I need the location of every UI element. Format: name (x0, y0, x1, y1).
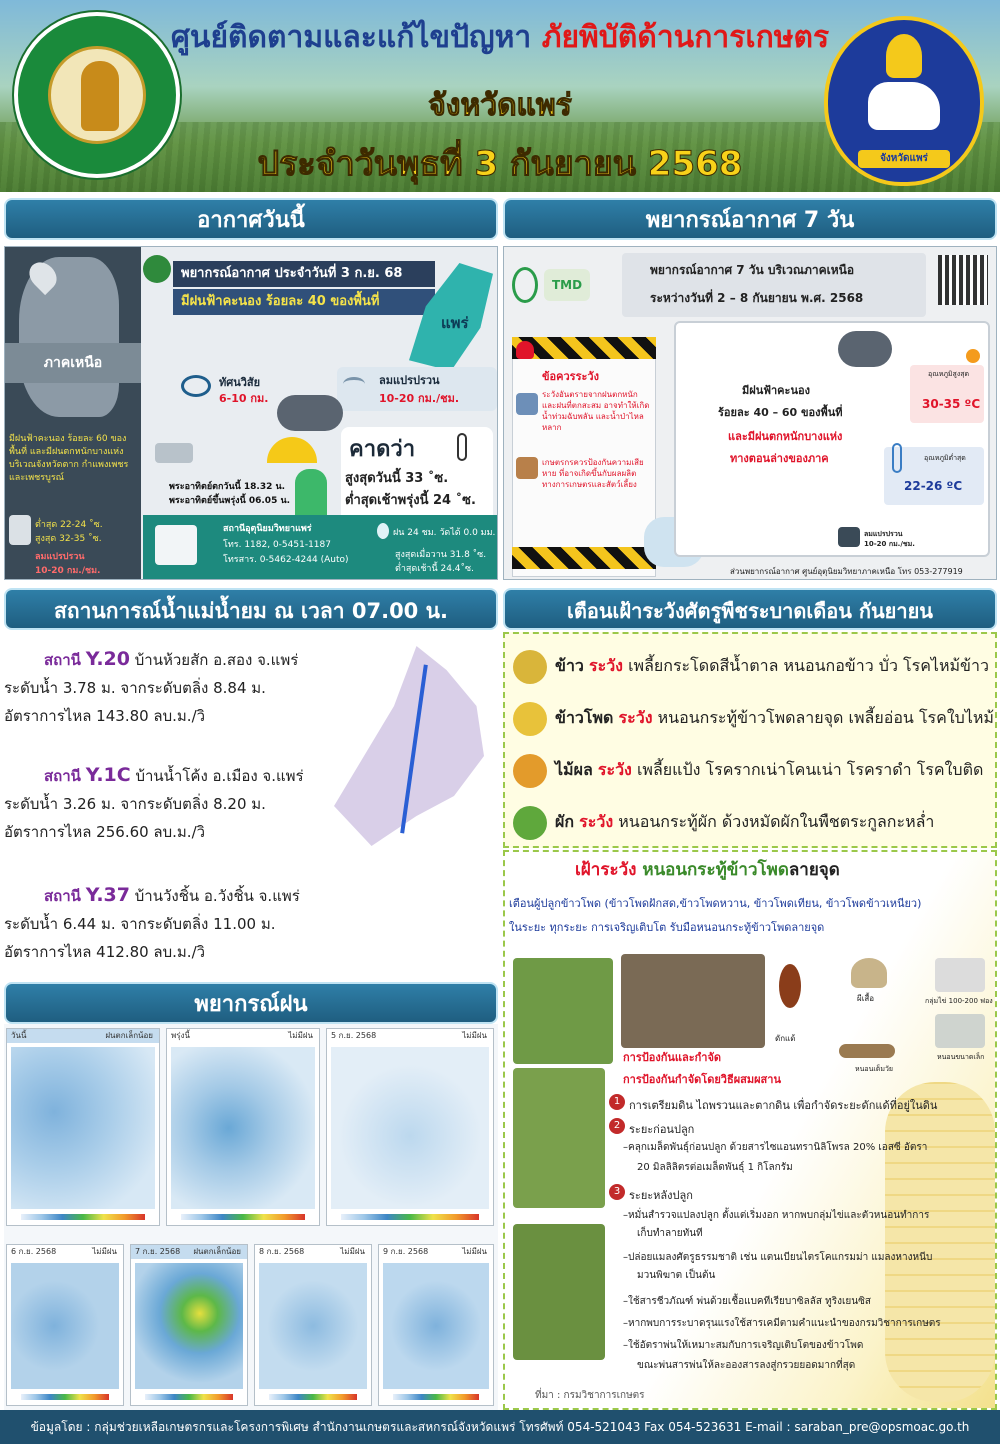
region-high: สูงสุด 32-35 ˚ซ. (35, 534, 102, 544)
week-wind-label: ลมแปรปรวน (864, 530, 903, 538)
station-tel: โทร. 1182, 0-5451-1187 (223, 540, 331, 550)
phrae-province-seal-logo: จังหวัดแพร่ (824, 16, 984, 186)
eye-icon (181, 375, 211, 397)
tmd-logo: TMD (544, 269, 590, 301)
fall-armyworm-panel (503, 850, 997, 1410)
header-date: ประจำวันพุธที่ 3 กันยายน 2568 (257, 144, 743, 184)
rice-icon (513, 650, 547, 684)
worm-title: เฝ้าระวัง หนอนกระทู้ข้าวโพดลายจุด (575, 860, 840, 880)
yom-river-basin-map (334, 646, 484, 846)
pest-row-fruit: ไม้ผล ระวัง เพลี้ยแป้ง โรครากเน่าโคนเน่า โรคราดำ โรคใบติด (513, 750, 983, 790)
damaged-corn-photo (513, 1068, 605, 1208)
page-footer: ข้อมูลโดย : กลุ่มช่วยเหลือเกษตรกรและโครงการพิเศษ สำนักงานเกษตรและสหกรณ์จังหวัดแพร่ โทรศัพท์ 054-521043 Fax 054-523631 E-mail : saraban_pre@opsmoac.go.th (0, 1410, 1000, 1444)
caution-item-1: ระวังอันตรายจากฝนตกหนักและฝนที่ตกสะสม อาจทำให้เกิดน้ำท่วมฉับพลัน และน้ำป่าไหลหลาก (542, 390, 650, 432)
week-source: ส่วนพยากรณ์อากาศ ศูนย์อุตุนิยมวิทยาภาคเหนือ โทร 053-277919 (730, 567, 963, 576)
siren-icon (516, 341, 534, 359)
farmer-icon (516, 457, 538, 479)
today-low: ต่ำสุดเช้าพรุ่งนี้ 24 ˚ซ. (345, 493, 476, 508)
step-1: การเตรียมดิน ไถพรวนและตากดิน เพื่อกำจัดระยะดักแด้ที่อยู่ในดิน (629, 1099, 938, 1112)
station-name: สถานีอุตุนิยมวิทยาแพร่ (223, 524, 312, 534)
mature-larva-icon (839, 1044, 895, 1058)
infested-ear-photo (513, 1224, 605, 1360)
station-building-icon (155, 525, 197, 565)
today-forecast-title: พยากรณ์อากาศ ประจำวันที่ 3 ก.ย. 68 (173, 261, 435, 287)
cycle-moth: ผีเสื้อ (857, 994, 875, 1003)
storm-cloud-icon (277, 395, 343, 431)
step-3-detail-7: –ใช้อัตราพ่นให้เหมาะสมกับการเจริญเติบโตของข้าวโพด (623, 1340, 864, 1351)
river-situation-panel (4, 636, 498, 976)
rain-map-sep8[interactable]: 8 ก.ย. 2568 ไม่มีฝน (254, 1244, 372, 1406)
rain-map-sep5[interactable]: 5 ก.ย. 2568 ไม่มีฝน (326, 1028, 494, 1226)
step-2-detail-2: 20 มิลลิลิตรต่อเมล็ดพันธุ์ 1 กิโลกรัม (637, 1162, 793, 1173)
week-main-4: ทางตอนล่างของภาค (730, 452, 829, 465)
low-temp: 22-26 ºC (904, 479, 963, 493)
ministry-small-logo (512, 267, 538, 303)
hazard-stripe-bottom (512, 547, 656, 569)
step-3-detail-8: ขณะพ่นสารพ่นให้ละอองสารลงสู่กรวยยอดมากที่สุด (637, 1360, 856, 1371)
region-low: ต่ำสุด 22-24 ˚ซ. (35, 520, 103, 530)
step-3-badge: 3 (609, 1184, 625, 1200)
umbrella-icon (267, 437, 317, 463)
corn-leaf-photo (513, 958, 613, 1064)
sunrise-time: พระอาทิตย์ขึ้นพรุ่งนี้ 06.05 น. (169, 496, 291, 506)
corn-cob-image (885, 1082, 995, 1402)
header-province: จังหวัดแพร่ (428, 88, 572, 123)
region-wind-label: ลมแปรปรวน (35, 552, 85, 562)
caution-item-2: เกษตรกรควรป้องกันความเสียหาย ที่อาจเกิดขึ้นกับผลผลิตทางการเกษตรและสัตว์เลี้ยง (542, 458, 644, 489)
yesterday-high: สูงสุดเมื่อวาน 31.8 ˚ซ. (395, 550, 487, 560)
cycle-mature-larva: หนอนเต็มวัย (855, 1065, 893, 1073)
worm-intro-1: เตือนผู้ปลูกข้าวโพด (ข้าวโพดฝักสด,ข้าวโพดหวาน, ข้าวโพดเทียน, ข้าวโพดข้าวเหนียว) (509, 897, 922, 910)
cycle-eggs: กลุ่มไข่ 100-200 ฟอง (925, 997, 993, 1005)
week-main-2: ร้อยละ 40 – 60 ของพื้นที่ (718, 406, 843, 419)
region-label: ภาคเหนือ (5, 343, 141, 383)
step-3-detail-1: –หมั่นสำรวจแปลงปลูก ตั้งแต่เริ่มงอก หากพบกลุ่มไข่และตัวหนอนทำการ (623, 1210, 930, 1221)
pest-warning-panel (503, 632, 997, 848)
week-range: ระหว่างวันที่ 2 – 8 กันยายน พ.ศ. 2568 (650, 291, 864, 305)
worm-intro-2: ในระยะ ทุกระยะ การเจริญเติบโต รับมือหนอนกระทู้ข้าวโพดลายจุด (509, 921, 825, 934)
wind-value: 10-20 กม./ชม. (379, 392, 460, 405)
rain-map-today[interactable]: วันนี้ ฝนตกเล็กน้อย (6, 1028, 160, 1226)
step-3-detail-5: –ใช้สารชีวภัณฑ์ พ่นด้วยเชื้อแบคทีเรียบาซิลลัส ทูริงเยนซิส (623, 1296, 871, 1307)
sunset-time: พระอาทิตย์ตกวันนี้ 18.32 น. (169, 482, 286, 492)
signpost-icon (155, 443, 193, 463)
cycle-small-larva: หนอนขนาดเล็ก (937, 1053, 985, 1061)
station-y1c: สถานี Y.1C บ้านน้ำโค้ง อ.เมือง จ.แพร่ ระดับน้ำ 3.26 ม. จากระดับตลิ่ง 8.20 ม. อัตราการไหล 256.60 ลบ.ม./วิ (4, 764, 304, 841)
fruit-icon (513, 754, 547, 788)
step-3-detail-4: มวนพิฆาต เป็นต้น (637, 1270, 716, 1281)
step-3-detail-2: เก็บทำลายทันที (637, 1228, 703, 1239)
raindrop-icon (377, 523, 389, 539)
section-pest-title: เตือนเฝ้าระวังศัตรูพืชระบาดเดือน กันยายน (503, 588, 997, 630)
thermometer-icon (457, 433, 467, 461)
today-rain-chance: มีฝนฟ้าคะนอง ร้อยละ 40 ของพื้นที่ (173, 289, 435, 315)
rain-24h: ฝน 24 ชม. วัดได้ 0.0 มม. (393, 528, 496, 538)
egg-mass-photo (935, 958, 985, 992)
worm-source: ที่มา : กรมวิชาการเกษตร (535, 1390, 645, 1401)
moth-icon (851, 958, 887, 988)
pest-row-corn: ข้าวโพด ระวัง หนอนกระทู้ข้าวโพดลายจุด เพลี้ยอ่อน โรคใบไหม้ (513, 698, 994, 738)
step-3-detail-3: –ปล่อยแมลงศัตรูธรรมชาติ เช่น แตนเบียนไตรโคแกรมม่า แมลงหางหนีบ (623, 1252, 933, 1263)
step-3: ระยะหลังปลูก (629, 1189, 693, 1202)
tmd-station-logo (143, 255, 171, 283)
region-thermometer-icon (9, 515, 31, 545)
pest-row-rice: ข้าว ระวัง เพลี้ยกระโดดสีน้ำตาล หนอนกอข้าว บั่ว โรคไหม้ข้าว (513, 646, 989, 686)
week-main-1: มีฝนฟ้าคะนอง (742, 384, 810, 397)
header-title: ศูนย์ติดตามและแก้ไขปัญหา ภัยพิบัติด้านการเกษตร (170, 20, 830, 55)
rain-map-sep7[interactable]: 7 ก.ย. 2568 ฝนตกเล็กน้อย (130, 1244, 248, 1406)
armyworm-photo (621, 954, 765, 1048)
province-pin-label: แพร่ (441, 314, 469, 332)
low-temp-label: อุณหภูมิต่ำสุด (924, 454, 966, 462)
region-forecast-text: มีฝนฟ้าคะนอง ร้อยละ 60 ของพื้นที่ และมีฝนตกหนักบางแห่ง บริเวณจังหวัดตาก กำแพงเพชร และเพชรบูรณ์ (9, 434, 129, 483)
high-temp: 30-35 ºC (922, 397, 981, 411)
rain-map-sep6[interactable]: 6 ก.ย. 2568 ไม่มีฝน (6, 1244, 124, 1406)
region-wind: 10-20 กม./ชม. (35, 566, 101, 576)
caution-title: ข้อควรระวัง (542, 370, 599, 383)
this-morning-low: ต่ำสุดเช้านี้ 24.4˚ซ. (395, 564, 474, 574)
step-2-badge: 2 (609, 1118, 625, 1134)
station-fax: โทรสาร. 0-5462-4244 (Auto) (223, 555, 349, 565)
section-today-title: อากาศวันนี้ (4, 198, 498, 240)
rain-forecast-panel (4, 1024, 498, 1410)
step-1-badge: 1 (609, 1094, 625, 1110)
page-header (0, 0, 1000, 192)
prevent-title: การป้องกันและกำจัด (623, 1051, 722, 1064)
qr-code-icon[interactable] (938, 255, 988, 305)
pupa-icon (779, 964, 801, 1008)
week-wind: 10-20 กม./ชม. (864, 540, 915, 548)
cabbage-icon (513, 806, 547, 840)
corn-icon (513, 702, 547, 736)
visibility-value: 6-10 กม. (219, 392, 269, 405)
wind-small-icon (838, 527, 860, 547)
cycle-pupa: ดักแด้ (775, 1034, 796, 1043)
wind-label: ลมแปรปรวน (379, 374, 440, 387)
high-temp-label: อุณหภูมิสูงสุด (928, 370, 970, 378)
step-2-detail-1: –คลุกเมล็ดพันธุ์ก่อนปลูก ด้วยสารไซแอนทรานิลิโพรล 20% เอสซี อัตรา (623, 1142, 928, 1153)
flood-icon (516, 393, 538, 415)
section-week-title: พยากรณ์อากาศ 7 วัน (503, 198, 997, 240)
sun-icon (966, 349, 980, 363)
section-rain-title: พยากรณ์ฝน (4, 982, 498, 1024)
visibility-label: ทัศนวิสัย (219, 376, 261, 389)
rain-cloud-icon (838, 331, 892, 367)
today-high: สูงสุดวันนี้ 33 ˚ซ. (345, 471, 449, 486)
low-thermometer-icon (892, 443, 902, 473)
week-title: พยากรณ์อากาศ 7 วัน บริเวณภาคเหนือ (650, 263, 855, 277)
section-river-title: สถานการณ์น้ำแม่น้ำยม ณ เวลา 07.00 น. (4, 588, 498, 630)
weekly-forecast-panel (503, 246, 997, 580)
step-2: ระยะก่อนปลูก (629, 1123, 695, 1136)
station-y20: สถานี Y.20 บ้านห้วยสัก อ.สอง จ.แพร่ ระดับน้ำ 3.78 ม. จากระดับตลิ่ง 8.84 ม. อัตราการไหล 143.80 ลบ.ม./วิ (4, 648, 299, 725)
step-3-detail-6: –หากพบการระบาดรุนแรงใช้สารเคมีตามคำแนะนำของกรมวิชาการเกษตร (623, 1318, 941, 1329)
pest-row-vegetable: ผัก ระวัง หนอนกระทู้ผัก ด้วงหมัดผักในพืชตระกูลกะหล่ำ (513, 802, 934, 842)
today-forecast-panel (4, 246, 498, 580)
rain-map-tomorrow[interactable]: พรุ่งนี้ ไม่มีฝน (166, 1028, 320, 1226)
young-larva-photo (935, 1014, 985, 1048)
prevent-subtitle: การป้องกันกำจัดโดยวิธีผสมผสาน (623, 1073, 781, 1086)
week-main-3: และมีฝนตกหนักบางแห่ง (728, 430, 843, 443)
forecast-word: คาดว่า (349, 437, 416, 462)
rain-map-sep9[interactable]: 9 ก.ย. 2568 ไม่มีฝน (378, 1244, 494, 1406)
wind-icon (343, 377, 365, 391)
station-y37: สถานี Y.37 บ้านวังชิ้น อ.วังชิ้น จ.แพร่ ระดับน้ำ 6.44 ม. จากระดับตลิ่ง 11.00 ม. อัตราการไหล 412.80 ลบ.ม./วิ (4, 884, 300, 961)
